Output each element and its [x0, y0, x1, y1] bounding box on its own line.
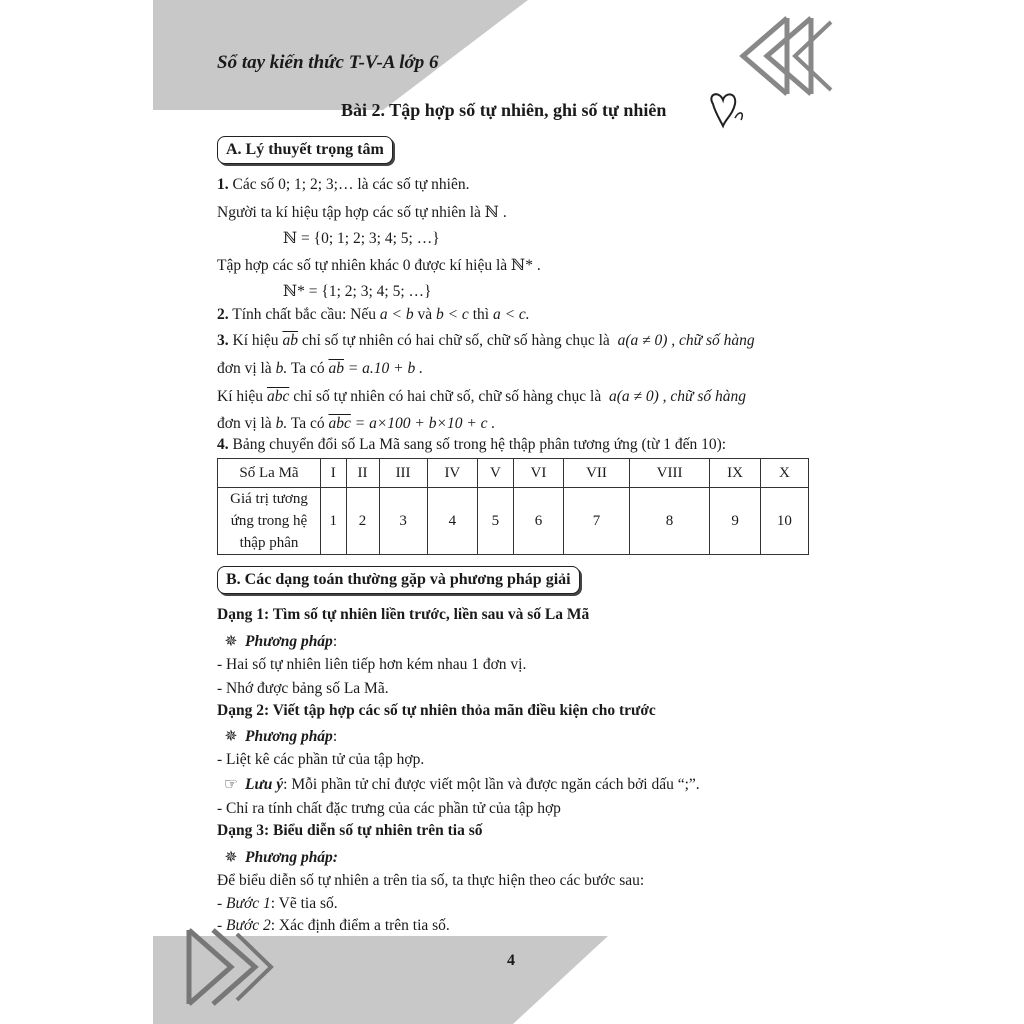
table-header-cell: Số La Mã	[218, 459, 321, 488]
table-cell: I	[321, 459, 347, 488]
table-cell: 7	[564, 488, 630, 555]
table-cell: 1	[321, 488, 347, 555]
paragraph-1d: Tập hợp các số tự nhiên khác 0 được kí hiệu là ℕ* .	[217, 257, 541, 274]
star-burst-icon: ✵	[224, 849, 238, 866]
paragraph-4: 4. Bảng chuyển đổi số La Mã sang số trong hệ thập phân tương ứng (từ 1 đến 10):	[217, 436, 727, 453]
dang-1-line-2: - Nhớ được bảng số La Mã.	[217, 680, 389, 697]
paragraph-3-abc: Kí hiệu $\overline{abc}$ chỉ số tự nhiên có hai chữ số, chữ số hàng chục là a(a ≠ 0) , chữ số hàng	[217, 388, 747, 405]
dang-2-line-2: - Chỉ ra tính chất đặc trưng của các phần tử của tập hợp	[217, 800, 561, 817]
section-b-heading: B. Các dạng toán thường gặp và phương pháp giải	[217, 566, 580, 594]
paragraph-3-abc-cont: đơn vị là b. Ta có $\overline{abc} = a\times 100 + b\times 10 + c$ .	[217, 415, 496, 432]
table-cell: IX	[710, 459, 761, 488]
table-row	[218, 459, 809, 488]
table-cell: VI	[513, 459, 564, 488]
table-cell: 5	[478, 488, 514, 555]
table-row	[218, 488, 809, 555]
table-cell: V	[478, 459, 514, 488]
table-cell: II	[346, 459, 379, 488]
table-cell: 10	[760, 488, 808, 555]
method-label-1: ✵ Phương pháp:	[224, 633, 338, 650]
dang-1-line-1: - Hai số tự nhiên liên tiếp hơn kém nhau 1 đơn vị.	[217, 656, 527, 673]
table-cell: 9	[710, 488, 761, 555]
step-2: - Bước 2: Xác định điểm a trên tia số.	[217, 917, 450, 934]
rewind-arrows-icon	[735, 12, 835, 102]
note-line: ☞ Lưu ý: Mỗi phần tử chỉ được viết một lần và được ngăn cách bởi dấu “;”.	[224, 776, 700, 793]
roman-numeral-table	[217, 458, 809, 555]
table-cell: VII	[564, 459, 630, 488]
table-header-cell: Giá trị tương ứng trong hệ thập phân	[218, 488, 321, 555]
page-number: 4	[507, 952, 515, 969]
book-header-title: Sổ tay kiến thức T-V-A lớp 6	[217, 52, 439, 73]
pointing-hand-icon: ☞	[224, 776, 238, 793]
dang-3-line-1: Để biểu diễn số tự nhiên a trên tia số, ta thực hiện theo các bước sau:	[217, 872, 645, 889]
table-cell: 8	[629, 488, 710, 555]
star-burst-icon: ✵	[224, 728, 238, 745]
paragraph-3: 3. Kí hiệu $\overline{ab}$ chỉ số tự nhiên có hai chữ số, chữ số hàng chục là a(a ≠ 0) , chữ số hàng	[217, 332, 755, 349]
forward-arrows-icon	[183, 920, 283, 1010]
method-label-3: ✵ Phương pháp:	[224, 849, 338, 866]
table-cell: X	[760, 459, 808, 488]
lesson-title: Bài 2. Tập hợp số tự nhiên, ghi số tự nhiên	[341, 100, 667, 120]
table-cell: 4	[427, 488, 478, 555]
paragraph-3-cont: đơn vị là b. Ta có $\overline{ab} = a.10 + b$ .	[217, 360, 424, 377]
star-burst-icon: ✵	[224, 633, 238, 650]
paragraph-2: 2. Tính chất bắc cầu: Nếu a < b và b < c thì a < c.	[217, 306, 530, 323]
set-n-formula: ℕ = {0; 1; 2; 3; 4; 5; …}	[283, 230, 440, 247]
dang-2-title: Dạng 2: Viết tập hợp các số tự nhiên thỏa mãn điều kiện cho trước	[217, 702, 656, 719]
table-cell: 6	[513, 488, 564, 555]
method-label-2: ✵ Phương pháp:	[224, 728, 338, 745]
dang-3-title: Dạng 3: Biểu diễn số tự nhiên trên tia số	[217, 822, 483, 839]
set-n-star-formula: ℕ* = {1; 2; 3; 4; 5; …}	[283, 283, 432, 300]
book-page	[153, 0, 873, 1024]
table-cell: VIII	[629, 459, 710, 488]
paragraph-1: 1. Các số 0; 1; 2; 3;… là các số tự nhiên.	[217, 176, 470, 193]
paragraph-1b: Người ta kí hiệu tập hợp các số tự nhiên là ℕ .	[217, 204, 507, 221]
step-1: - Bước 1: Vẽ tia số.	[217, 895, 338, 912]
table-cell: III	[379, 459, 427, 488]
dang-1-title: Dạng 1: Tìm số tự nhiên liền trước, liền sau và số La Mã	[217, 606, 590, 623]
table-cell: IV	[427, 459, 478, 488]
dang-2-line-1: - Liệt kê các phần tử của tập hợp.	[217, 751, 425, 768]
table-cell: 3	[379, 488, 427, 555]
section-a-heading: A. Lý thuyết trọng tâm	[217, 136, 393, 164]
heart-doodle-icon	[705, 88, 747, 132]
table-cell: 2	[346, 488, 379, 555]
